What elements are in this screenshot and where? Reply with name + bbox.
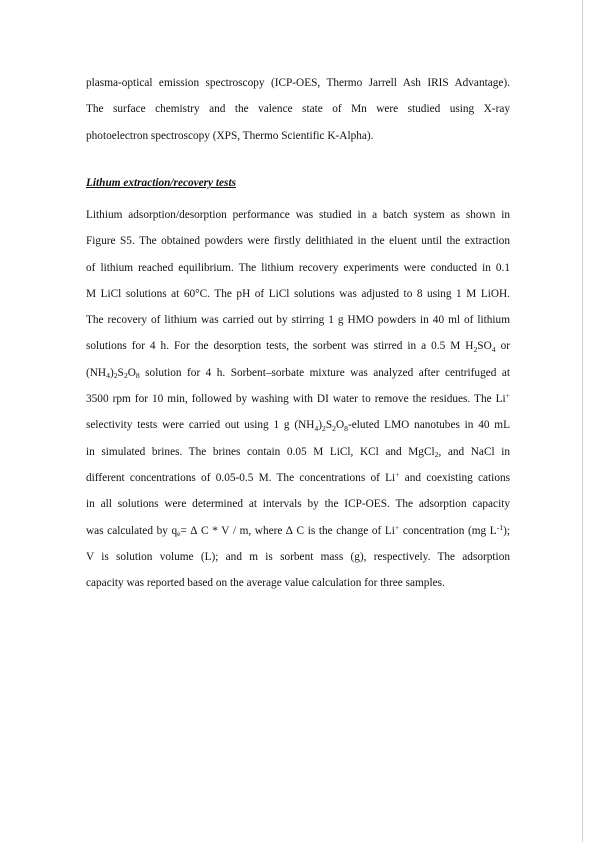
superscript: +: [505, 391, 510, 401]
text-line: [86, 360, 510, 386]
text-line: The recovery of lithium was carried out by stirring 1 g HMO powders in 40 ml of lithium: [86, 314, 510, 327]
text-line: M LiCl solutions at 60°C. The pH of LiCl solutions was adjusted to 8 using 1 M LiOH.: [86, 287, 510, 300]
text-run: O: [336, 419, 345, 432]
text-run: S: [117, 366, 124, 379]
text-run: O: [127, 366, 136, 379]
section-heading-block: [86, 170, 510, 196]
text-run: SO: [477, 340, 492, 353]
subscript: 4: [106, 371, 110, 381]
subscript: 2: [473, 344, 478, 354]
superscript: -1: [496, 522, 504, 532]
superscript: +: [395, 470, 400, 480]
text-run: or: [495, 340, 510, 353]
text-run: in simulated brines. The brines contain 0.05 M LiCl, KCl and MgCl: [86, 445, 435, 458]
text-run: and coexisting cations: [399, 471, 511, 484]
text-run: = ∆ C * V / m, where ∆ C is the change of Li: [180, 524, 395, 537]
text-line: The surface chemistry and the valence state of Mn were studied using X-ray: [86, 103, 510, 116]
text-run: );: [503, 524, 510, 537]
text-run: concentration (mg L: [399, 524, 497, 537]
text-line: [86, 518, 510, 544]
text-run: was calculated by q: [86, 524, 178, 537]
text-run: ): [318, 419, 323, 432]
subscript: 4: [491, 344, 496, 354]
text-run: S: [325, 419, 333, 432]
text-run: ): [109, 366, 114, 379]
text-line: Lithium adsorption/desorption performance was studied in a batch system as shown in: [86, 209, 510, 221]
subscript: 2: [322, 423, 326, 433]
subscript: 2: [123, 371, 128, 381]
text-run: , and NaCl in: [438, 445, 510, 458]
subscript: 2: [332, 423, 336, 433]
subscript: 8: [344, 423, 349, 433]
text-run: different concentrations of 0.05-0.5 M. The concentrations of Li: [86, 471, 396, 484]
text-line: [86, 386, 510, 412]
text-run: 3500 rpm for 10 min, followed by washing with DI water to remove the residues. The Li: [86, 393, 506, 406]
page-edge-line: [582, 0, 583, 842]
paragraph-instrumentation: [86, 70, 510, 149]
text-run: solutions for 4 h. For the desorption tests, the sorbent was stirred in a 0.5 M H: [86, 340, 474, 353]
text-line: Figure S5. The obtained powders were firstly delithiated in the eluent until the extraction: [86, 235, 510, 248]
subscript: 8: [135, 371, 140, 381]
text-line: V is solution volume (L); and m is sorbent mass (g), respectively. The adsorption: [86, 550, 510, 563]
superscript: +: [394, 522, 400, 532]
text-line: [86, 412, 510, 438]
text-line: in all solutions were determined at intervals by the ICP-OES. The adsorption capacity: [86, 498, 510, 511]
text-line: capacity was reported based on the average value calculation for three samples.: [86, 577, 445, 590]
text-run: -eluted LMO nanotubes in 40 mL: [348, 419, 510, 432]
text-line: [86, 333, 510, 359]
text-line: [86, 465, 510, 491]
text-line: [86, 439, 510, 465]
subscript: 4: [314, 423, 319, 433]
paragraph-lithium-tests: [86, 202, 510, 596]
subscript: 2: [434, 450, 439, 460]
text-run: selectivity tests were carried out using 1 g (NH: [86, 419, 315, 432]
text-run: solution for 4 h. Sorbent–sorbate mixture was analyzed after centrifuged at: [139, 366, 510, 379]
subscript: e: [177, 529, 181, 539]
section-heading: Lithum extraction/recovery tests: [86, 177, 236, 189]
text-line: plasma-optical emission spectroscopy (ICP-OES, Thermo Jarrell Ash IRIS Advantage).: [86, 77, 510, 89]
text-run: (NH: [86, 366, 107, 379]
text-line: photoelectron spectroscopy (XPS, Thermo Scientific K-Alpha).: [86, 129, 374, 142]
subscript: 2: [113, 371, 118, 381]
text-line: of lithium reached equilibrium. The lithium recovery experiments were conducted in 0.1: [86, 261, 510, 274]
